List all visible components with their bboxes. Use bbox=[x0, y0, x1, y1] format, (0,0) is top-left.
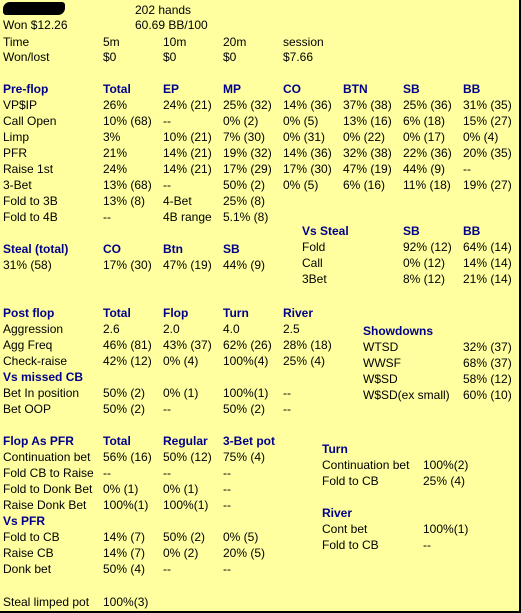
flop-pfr-col-header: Total bbox=[103, 434, 131, 448]
river-row-label: Fold to CB bbox=[322, 538, 379, 552]
vs-steal-row-cell: 0% (12) bbox=[403, 256, 446, 270]
preflop-row-cell: 17% (30) bbox=[283, 162, 332, 176]
preflop-row-cell: 14% (21) bbox=[163, 146, 212, 160]
wonlost-session: $7.66 bbox=[283, 50, 314, 64]
steal-total-title: Steal (total) bbox=[3, 242, 69, 256]
flop-pfr-col-header: 3-Bet pot bbox=[223, 434, 275, 448]
flop-pfr-row-label: Fold to Donk Bet bbox=[3, 482, 93, 496]
postflop-row-label: Check-raise bbox=[3, 354, 68, 368]
col-20m: 20m bbox=[223, 35, 247, 49]
steal-cell: 17% (30) bbox=[103, 258, 152, 272]
vs-steal-col-header: SB bbox=[403, 224, 420, 238]
won-amount: Won $12.26 bbox=[3, 18, 68, 32]
flop-pfr-row-cell: 75% (4) bbox=[223, 450, 266, 464]
vs-pfr-row-label: Raise CB bbox=[3, 546, 54, 560]
preflop-row-cell: -- bbox=[163, 178, 171, 192]
postflop-row-label: Agg Freq bbox=[3, 338, 53, 352]
preflop-col-header: BB bbox=[463, 82, 481, 96]
preflop-row-label: Fold to 4B bbox=[3, 210, 58, 224]
preflop-row-cell: 0% (5) bbox=[283, 114, 319, 128]
col-5m: 5m bbox=[103, 35, 120, 49]
showdown-row-value: 32% (37) bbox=[463, 340, 512, 354]
steal-col-header: CO bbox=[103, 242, 121, 256]
wonlost-10m: $0 bbox=[163, 50, 177, 64]
preflop-row-cell: 7% (30) bbox=[223, 130, 266, 144]
vs-pfr-row-cell: 14% (7) bbox=[103, 546, 146, 560]
preflop-row-cell: 0% (31) bbox=[283, 130, 326, 144]
preflop-row-cell: 0% (4) bbox=[463, 130, 499, 144]
preflop-row-cell: 32% (38) bbox=[343, 146, 392, 160]
preflop-row-label: VP$IP bbox=[3, 98, 38, 112]
preflop-row-cell: 14% (21) bbox=[163, 162, 212, 176]
vs-steal-row-cell: 21% (14) bbox=[463, 272, 512, 286]
preflop-row-cell: 0% (2) bbox=[223, 114, 259, 128]
flop-pfr-row-label: Raise Donk Bet bbox=[3, 498, 87, 512]
steal-cell: 47% (19) bbox=[163, 258, 212, 272]
postflop-row-cell: 46% (81) bbox=[103, 338, 152, 352]
vs-pfr-title: Vs PFR bbox=[3, 514, 46, 528]
flop-pfr-title: Flop As PFR bbox=[3, 434, 74, 448]
vs-steal-row-label: Fold bbox=[302, 240, 326, 254]
preflop-row-cell: 19% (27) bbox=[463, 178, 512, 192]
preflop-row-label: 3-Bet bbox=[3, 178, 32, 192]
postflop-row-cell: 100%(4) bbox=[223, 354, 269, 368]
preflop-row-label: Fold to 3B bbox=[3, 194, 58, 208]
river-title: River bbox=[322, 506, 353, 520]
vs-steal-row-cell: 14% (14) bbox=[463, 256, 512, 270]
showdown-row-label: WWSF bbox=[363, 356, 401, 370]
preflop-row-cell: 4B range bbox=[163, 210, 212, 224]
preflop-row-cell: 3% bbox=[103, 130, 121, 144]
preflop-col-header: MP bbox=[223, 82, 241, 96]
vs-steal-title: Vs Steal bbox=[302, 224, 349, 238]
preflop-row-cell: 0% (17) bbox=[403, 130, 446, 144]
preflop-row-cell: 20% (35) bbox=[463, 146, 512, 160]
turn-row-label: Fold to CB bbox=[322, 474, 379, 488]
postflop-row-cell: 2.5 bbox=[283, 322, 300, 336]
steal-total-value: 31% (58) bbox=[3, 258, 52, 272]
col-10m: 10m bbox=[163, 35, 187, 49]
preflop-row-cell: -- bbox=[103, 210, 111, 224]
hands-count: 202 hands bbox=[135, 3, 192, 17]
preflop-row-cell: 0% (5) bbox=[283, 178, 319, 192]
flop-pfr-row-cell: 100%(1) bbox=[163, 498, 209, 512]
showdown-row-label: WTSD bbox=[363, 340, 399, 354]
river-row-label: Cont bet bbox=[322, 522, 368, 536]
vs-pfr-row-cell: -- bbox=[163, 562, 171, 576]
postflop-row-cell: 2.6 bbox=[103, 322, 120, 336]
preflop-row-cell: 44% (9) bbox=[403, 162, 446, 176]
missed-cb-row-cell: 50% (2) bbox=[223, 402, 266, 416]
vs-steal-row-cell: 92% (12) bbox=[403, 240, 452, 254]
postflop-row-cell: 62% (26) bbox=[223, 338, 272, 352]
flop-pfr-col-header: Regular bbox=[163, 434, 208, 448]
flop-pfr-row-cell: 0% (1) bbox=[163, 482, 199, 496]
vs-pfr-row-cell: 14% (7) bbox=[103, 530, 146, 544]
flop-pfr-row-cell: 100%(1) bbox=[103, 498, 149, 512]
postflop-col-header: Turn bbox=[223, 306, 249, 320]
turn-row-value: 100%(2) bbox=[423, 458, 469, 472]
flop-pfr-row-cell: 50% (12) bbox=[163, 450, 212, 464]
time-label: Time bbox=[3, 35, 30, 49]
vs-missed-cb-title: Vs missed CB bbox=[3, 370, 84, 384]
steal-limped-label: Steal limped pot bbox=[3, 595, 90, 609]
preflop-col-header: SB bbox=[403, 82, 420, 96]
preflop-col-header: Total bbox=[103, 82, 131, 96]
postflop-row-cell: 43% (37) bbox=[163, 338, 212, 352]
showdown-row-value: 60% (10) bbox=[463, 388, 512, 402]
vs-steal-row-cell: 8% (12) bbox=[403, 272, 446, 286]
wonlost-5m: $0 bbox=[103, 50, 117, 64]
preflop-row-cell: 10% (21) bbox=[163, 130, 212, 144]
preflop-row-cell: 15% (27) bbox=[463, 114, 512, 128]
preflop-row-cell: 25% (32) bbox=[223, 98, 272, 112]
river-row-value: 100%(1) bbox=[423, 522, 469, 536]
vs-pfr-row-cell: 50% (4) bbox=[103, 562, 146, 576]
preflop-row-cell: 26% bbox=[103, 98, 128, 112]
flop-pfr-row-cell: -- bbox=[163, 466, 171, 480]
flop-pfr-row-cell: -- bbox=[223, 482, 231, 496]
steal-limped-value: 100%(3) bbox=[103, 595, 149, 609]
missed-cb-row-cell: -- bbox=[163, 402, 171, 416]
preflop-row-cell: 37% (38) bbox=[343, 98, 392, 112]
vs-steal-row-label: Call bbox=[302, 256, 323, 270]
postflop-title: Post flop bbox=[3, 306, 55, 320]
preflop-row-cell: 24% (21) bbox=[163, 98, 212, 112]
vs-pfr-row-cell: -- bbox=[223, 562, 231, 576]
showdown-row-label: W$SD(ex small) bbox=[363, 388, 450, 402]
postflop-row-cell: 25% (4) bbox=[283, 354, 326, 368]
bb-per-100: 60.69 BB/100 bbox=[135, 18, 208, 32]
missed-cb-row-label: Bet In position bbox=[3, 386, 80, 400]
redacted-player-name bbox=[3, 2, 65, 15]
preflop-row-cell: 31% (35) bbox=[463, 98, 512, 112]
vs-pfr-row-cell: 20% (5) bbox=[223, 546, 266, 560]
steal-col-header: SB bbox=[223, 242, 240, 256]
vs-pfr-row-cell: 0% (2) bbox=[163, 546, 199, 560]
vs-pfr-row-cell: 50% (2) bbox=[163, 530, 206, 544]
preflop-row-cell: 25% (8) bbox=[223, 194, 266, 208]
showdowns-title: Showdowns bbox=[363, 324, 433, 338]
postflop-row-cell: 0% (4) bbox=[163, 354, 199, 368]
preflop-row-cell: 14% (36) bbox=[283, 146, 332, 160]
steal-cell: 44% (9) bbox=[223, 258, 266, 272]
col-session: session bbox=[283, 35, 324, 49]
flop-pfr-row-cell: -- bbox=[103, 466, 111, 480]
missed-cb-row-cell: 100%(1) bbox=[223, 386, 269, 400]
vs-pfr-row-label: Donk bet bbox=[3, 562, 52, 576]
preflop-title: Pre-flop bbox=[3, 82, 49, 96]
missed-cb-row-label: Bet OOP bbox=[3, 402, 52, 416]
preflop-col-header: BTN bbox=[343, 82, 368, 96]
vs-steal-row-cell: 64% (14) bbox=[463, 240, 512, 254]
river-row-value: -- bbox=[423, 538, 431, 552]
preflop-row-cell: 47% (19) bbox=[343, 162, 392, 176]
preflop-row-cell: 17% (29) bbox=[223, 162, 272, 176]
preflop-row-cell: 6% (16) bbox=[343, 178, 386, 192]
preflop-row-cell: 50% (2) bbox=[223, 178, 266, 192]
turn-row-label: Continuation bet bbox=[322, 458, 410, 472]
flop-pfr-row-label: Continuation bet bbox=[3, 450, 91, 464]
postflop-row-label: Aggression bbox=[3, 322, 64, 336]
preflop-col-header: EP bbox=[163, 82, 180, 96]
wonlost-20m: $0 bbox=[223, 50, 237, 64]
postflop-col-header: River bbox=[283, 306, 314, 320]
showdown-row-label: W$SD bbox=[363, 372, 398, 386]
preflop-row-cell: 13% (16) bbox=[343, 114, 392, 128]
preflop-row-cell: 11% (18) bbox=[403, 178, 451, 192]
preflop-row-cell: 10% (68) bbox=[103, 114, 152, 128]
missed-cb-row-cell: -- bbox=[283, 386, 291, 400]
preflop-row-cell: 6% (18) bbox=[403, 114, 446, 128]
missed-cb-row-cell: 50% (2) bbox=[103, 402, 146, 416]
turn-title: Turn bbox=[322, 442, 348, 456]
postflop-row-cell: 42% (12) bbox=[103, 354, 152, 368]
vs-steal-col-header: BB bbox=[463, 224, 481, 238]
preflop-row-label: Call Open bbox=[3, 114, 57, 128]
preflop-row-cell: -- bbox=[463, 162, 471, 176]
showdown-row-value: 68% (37) bbox=[463, 356, 512, 370]
vs-steal-row-label: 3Bet bbox=[302, 272, 327, 286]
preflop-row-cell: 13% (68) bbox=[103, 178, 152, 192]
postflop-col-header: Flop bbox=[163, 306, 189, 320]
flop-pfr-row-cell: -- bbox=[223, 498, 231, 512]
flop-pfr-row-cell: -- bbox=[223, 466, 231, 480]
steal-col-header: Btn bbox=[163, 242, 183, 256]
preflop-row-cell: 13% (8) bbox=[103, 194, 146, 208]
preflop-row-cell: 22% (36) bbox=[403, 146, 452, 160]
postflop-col-header: Total bbox=[103, 306, 131, 320]
preflop-row-cell: 21% bbox=[103, 146, 128, 160]
preflop-row-cell: -- bbox=[163, 114, 171, 128]
preflop-row-cell: 0% (22) bbox=[343, 130, 386, 144]
missed-cb-row-cell: 0% (1) bbox=[163, 386, 199, 400]
preflop-row-label: PFR bbox=[3, 146, 27, 160]
postflop-row-cell: 2.0 bbox=[163, 322, 180, 336]
vs-pfr-row-cell: 0% (5) bbox=[223, 530, 259, 544]
preflop-row-cell: 4-Bet bbox=[163, 194, 192, 208]
showdown-row-value: 58% (12) bbox=[463, 372, 512, 386]
missed-cb-row-cell: -- bbox=[283, 402, 291, 416]
preflop-row-label: Raise 1st bbox=[3, 162, 54, 176]
vs-pfr-row-label: Fold to CB bbox=[3, 530, 60, 544]
preflop-row-cell: 5.1% (8) bbox=[223, 210, 269, 224]
wonlost-label: Won/lost bbox=[3, 50, 50, 64]
flop-pfr-row-cell: 56% (16) bbox=[103, 450, 152, 464]
flop-pfr-row-cell: 0% (1) bbox=[103, 482, 139, 496]
preflop-row-cell: 14% (36) bbox=[283, 98, 332, 112]
postflop-row-cell: 28% (18) bbox=[283, 338, 332, 352]
preflop-col-header: CO bbox=[283, 82, 301, 96]
turn-row-value: 25% (4) bbox=[423, 474, 466, 488]
preflop-row-cell: 25% (36) bbox=[403, 98, 452, 112]
postflop-row-cell: 4.0 bbox=[223, 322, 240, 336]
missed-cb-row-cell: 50% (2) bbox=[103, 386, 146, 400]
preflop-row-cell: 24% bbox=[103, 162, 128, 176]
preflop-row-cell: 19% (32) bbox=[223, 146, 272, 160]
flop-pfr-row-label: Fold CB to Raise bbox=[3, 466, 94, 480]
preflop-row-label: Limp bbox=[3, 130, 30, 144]
